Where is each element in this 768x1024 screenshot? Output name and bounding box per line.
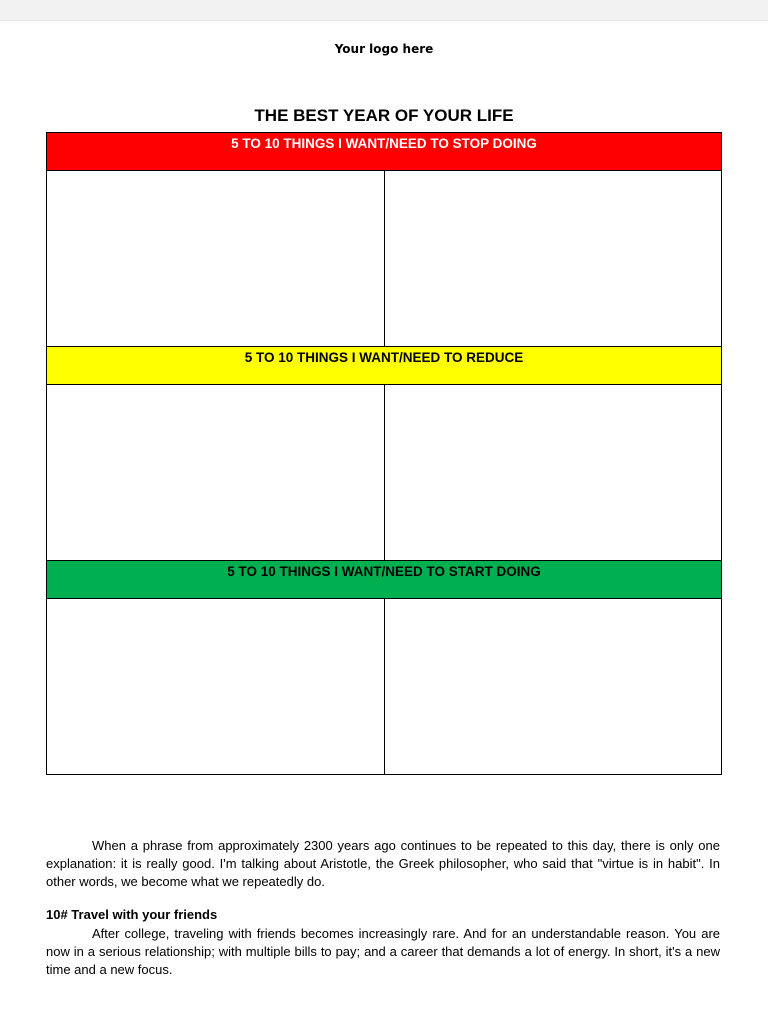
planning-table — [46, 132, 722, 775]
body-paragraph-travel: After college, traveling with friends becomes increasingly rare. And for an understandable reason. You are now in a serious relationship; with multiple bills to pay; and a career that demands a lot of energy. In short, it's a new time and a new focus. — [46, 926, 720, 977]
page-title: THE BEST YEAR OF YOUR LIFE — [254, 106, 514, 125]
stop-doing-cell-left[interactable] — [47, 171, 385, 346]
logo-placeholder: Your logo here — [334, 42, 434, 56]
reduce-cell-left[interactable] — [47, 385, 385, 560]
viewer-top-bar — [0, 0, 768, 21]
start-doing-header: 5 TO 10 THINGS I WANT/NEED TO START DOING — [47, 561, 721, 599]
body-paragraph-aristotle: When a phrase from approximately 2300 years ago continues to be repeated to this day, there is only one explanation: it is really good. I'm talking about Aristotle, the Greek philosopher, who said that "virtue is in habit". In other words, we become what we repeatedly do. — [46, 838, 720, 889]
reduce-row — [47, 385, 721, 561]
stop-doing-row — [47, 171, 721, 347]
section-heading-travel: 10# Travel with your friends — [46, 907, 218, 922]
stop-doing-cell-right[interactable] — [385, 171, 722, 346]
start-doing-cell-right[interactable] — [385, 599, 722, 774]
start-doing-cell-left[interactable] — [47, 599, 385, 774]
reduce-cell-right[interactable] — [385, 385, 722, 560]
stop-doing-header: 5 TO 10 THINGS I WANT/NEED TO STOP DOING — [47, 133, 721, 171]
reduce-header: 5 TO 10 THINGS I WANT/NEED TO REDUCE — [47, 347, 721, 385]
start-doing-row — [47, 599, 721, 774]
